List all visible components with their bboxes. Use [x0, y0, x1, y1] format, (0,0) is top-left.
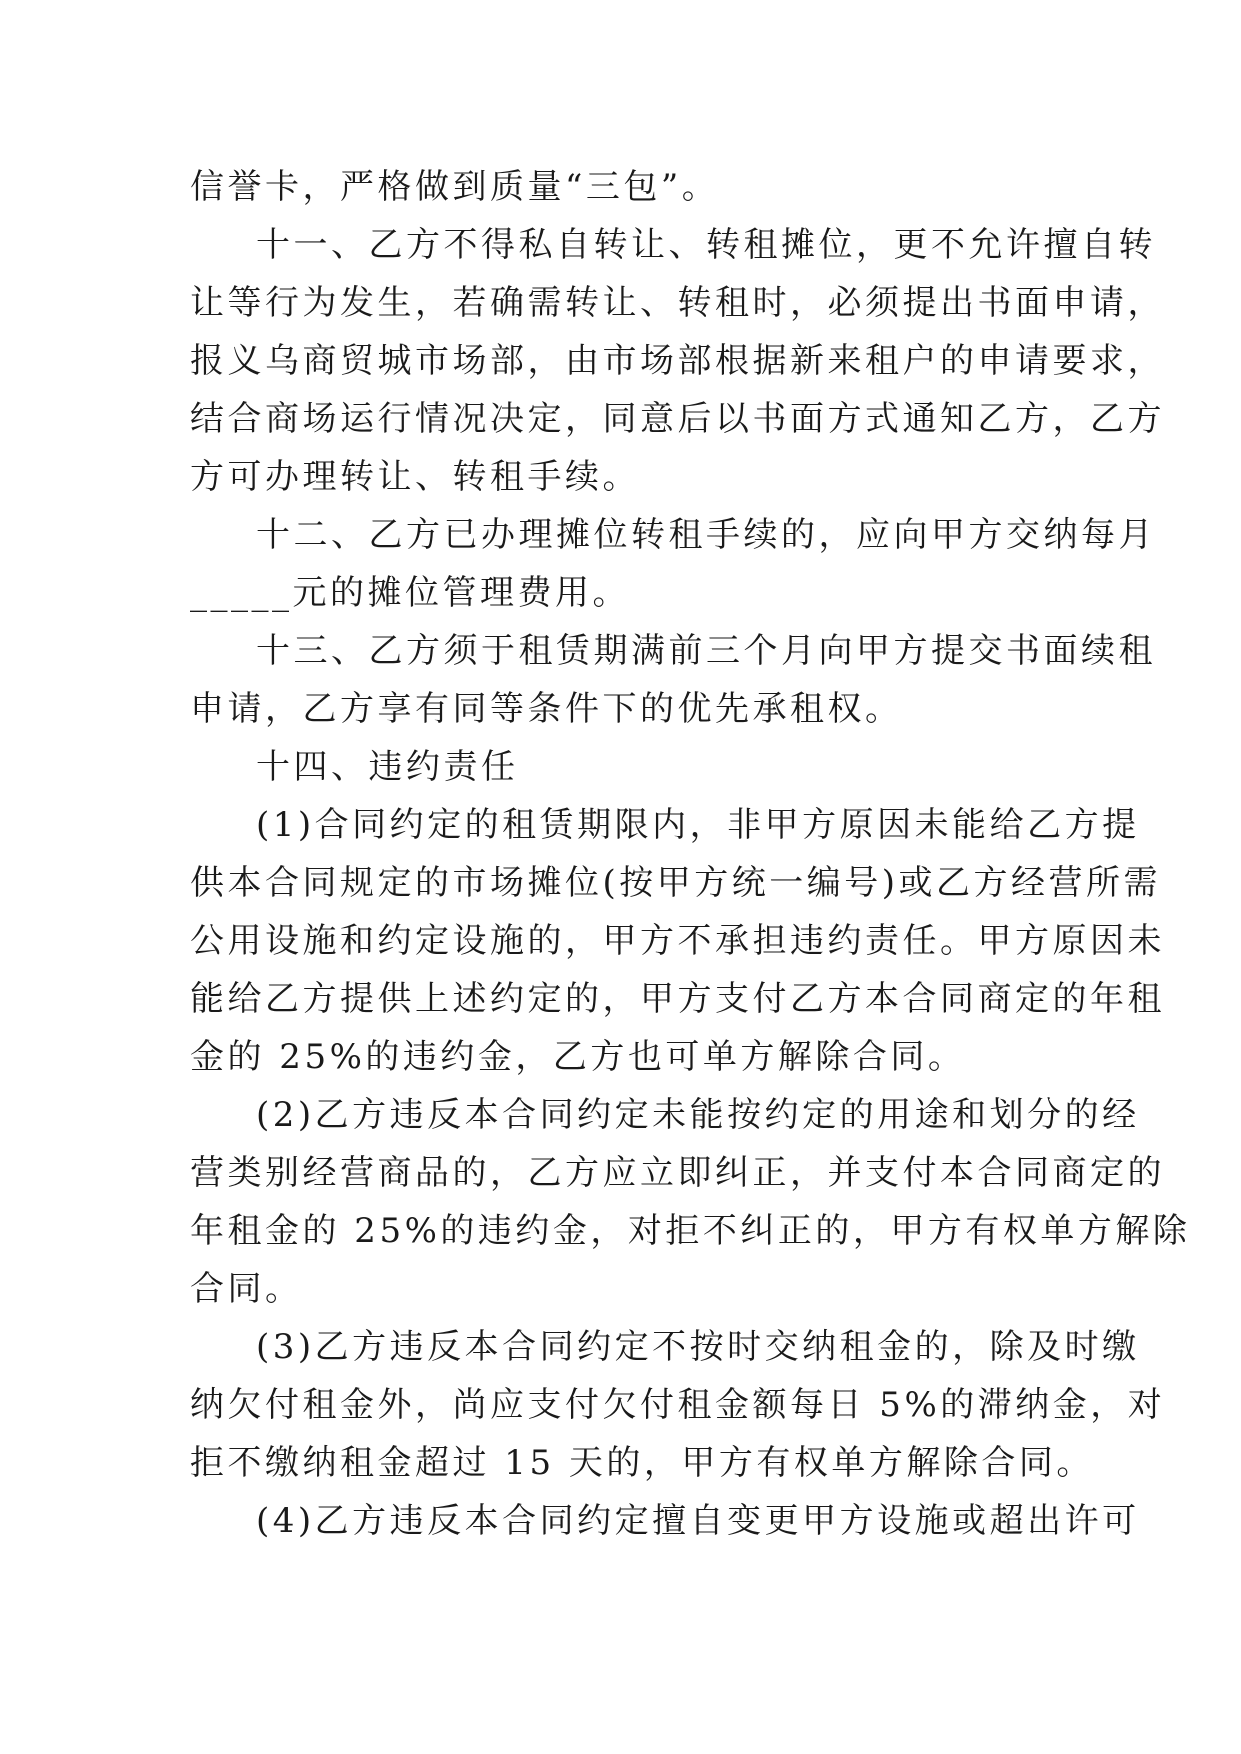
text-line: 纳欠付租金外，尚应支付欠付租金额每日 5%的滞纳金，对	[190, 1385, 1166, 1425]
text-line: 方可办理转让、转租手续。	[190, 457, 640, 497]
text-line: 信誉卡，严格做到质量“三包”。	[190, 167, 720, 207]
item-1-line: (1)合同约定的租赁期限内，非甲方原因未能给乙方提	[256, 805, 1140, 845]
clause-11-line: 十一、乙方不得私自转让、转租摊位，更不允许擅自转	[256, 225, 1156, 265]
text-line: 金的 25%的违约金，乙方也可单方解除合同。	[190, 1037, 966, 1077]
text-line: 申请，乙方享有同等条件下的优先承租权。	[190, 689, 903, 729]
item-4-line: (4)乙方违反本合同约定擅自变更甲方设施或超出许可	[256, 1501, 1140, 1541]
clause-13-line: 十三、乙方须于租赁期满前三个月向甲方提交书面续租	[256, 631, 1156, 671]
item-3-line: (3)乙方违反本合同约定不按时交纳租金的，除及时缴	[256, 1327, 1140, 1367]
text-line: 拒不缴纳租金超过 15 天的，甲方有权单方解除合同。	[190, 1443, 1094, 1483]
text-line: 年租金的 25%的违约金，对拒不纠正的，甲方有权单方解除	[190, 1211, 1191, 1251]
text-line: 让等行为发生，若确需转让、转租时，必须提出书面申请，	[190, 283, 1165, 323]
document-page	[190, 158, 1191, 1550]
clause-12-line: 十二、乙方已办理摊位转租手续的，应向甲方交纳每月	[256, 515, 1156, 555]
item-2-line: (2)乙方违反本合同约定未能按约定的用途和划分的经	[256, 1095, 1140, 1135]
text-line: 结合商场运行情况决定，同意后以书面方式通知乙方，乙方	[190, 399, 1165, 439]
text-line: _____元的摊位管理费用。	[190, 573, 630, 613]
text-line: 报义乌商贸城市场部，由市场部根据新来租户的申请要求，	[190, 341, 1165, 381]
text-line: 合同。	[190, 1269, 303, 1309]
text-line: 营类别经营商品的，乙方应立即纠正，并支付本合同商定的	[190, 1153, 1165, 1193]
text-line: 能给乙方提供上述约定的，甲方支付乙方本合同商定的年租	[190, 979, 1165, 1019]
clause-14-heading: 十四、违约责任	[256, 747, 519, 787]
text-line: 供本合同规定的市场摊位(按甲方统一编号)或乙方经营所需	[190, 863, 1162, 903]
text-line: 公用设施和约定设施的，甲方不承担违约责任。甲方原因未	[190, 921, 1165, 961]
